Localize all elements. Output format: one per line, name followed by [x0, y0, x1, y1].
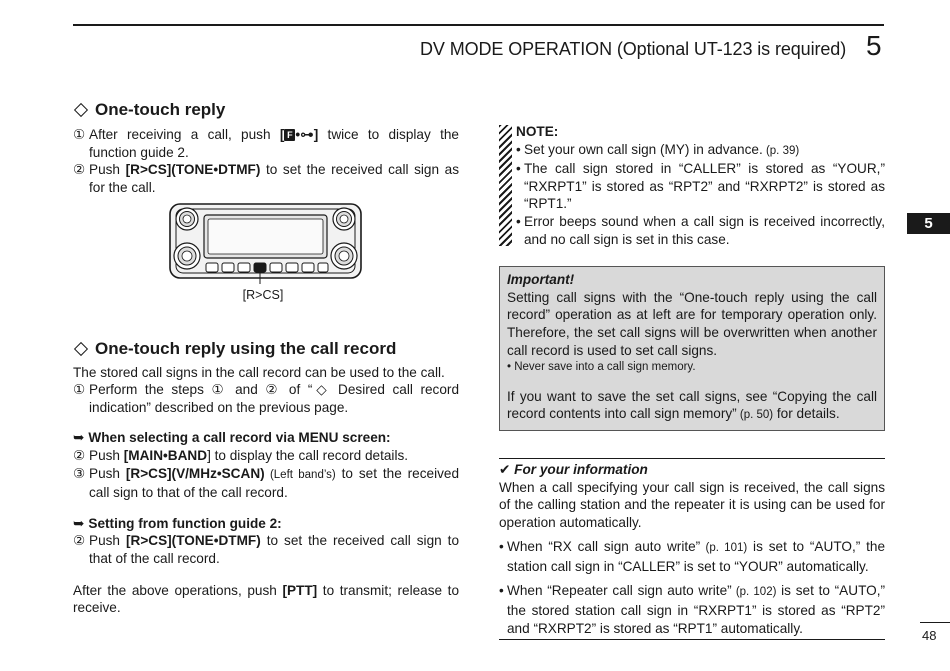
step-number: ②: [73, 533, 86, 549]
page-reference: (p. 39): [762, 144, 800, 157]
function-key: [ F •⊶]: [279, 127, 319, 142]
chapter-number: 5: [866, 30, 882, 61]
important-paragraph: If you want to save the set call signs, see “Copying the call record contents into call sign memory” (p. 50) for details.: [507, 388, 877, 422]
information-title: ✔ For your information: [499, 461, 648, 477]
right-bottom-knob: [331, 243, 357, 269]
diamond-icon: [74, 103, 88, 117]
figure-label: [R>CS]: [242, 287, 284, 302]
step-number: ③: [73, 465, 86, 481]
right-column: [499, 123, 885, 640]
step-number: ①: [73, 127, 86, 142]
step-text: Perform the steps ① and ② of “◇ Desired call record indication” described on the previous page.: [89, 382, 459, 415]
page-reference: (p. 102): [731, 586, 777, 599]
information-paragraph: When a call specifying your call sign is received, the call signs of the calling station and the repeater it is using can be used for operation automatically.: [499, 479, 885, 530]
note-bullet: • Error beeps sound when a call sign is received incorrectly, and no call sign is set in this case.: [516, 213, 885, 247]
note-bullet: • Set your own call sign (MY) in advance. (p. 39): [516, 141, 800, 157]
closing-paragraph: After the above operations, push [PTT] to transmit; release to receive.: [73, 582, 460, 616]
note-box: [499, 123, 885, 248]
radio-panel-illustration: [168, 202, 363, 284]
step-number: ②: [73, 447, 86, 463]
important-small-note: • Never save into a call sign memory.: [507, 361, 696, 374]
arrow-icon: ➥: [73, 430, 85, 446]
section-title: One-touch reply: [95, 100, 226, 119]
key-name: [PTT]: [282, 582, 318, 598]
page-reference: (p. 50): [736, 409, 774, 422]
left-column: [73, 98, 459, 617]
section-one-touch-reply-heading: [73, 98, 459, 122]
key-name: [R>CS](TONE•DTMF): [125, 162, 261, 178]
step-2: ② Push [MAIN•BAND] to display the call record details.: [73, 447, 409, 463]
step-2: ② Push [R>CS](TONE•DTMF) to set the received call sign to that of the call record.: [73, 533, 460, 566]
note-title: NOTE:: [516, 124, 559, 139]
subheading-function-guide: ➥ Setting from function guide 2:: [73, 515, 282, 531]
right-top-knob: [333, 208, 355, 230]
page-reference: (p. 101): [700, 542, 748, 555]
step-text: twice to display the function guide 2.: [89, 127, 459, 160]
left-bottom-knob: [174, 243, 200, 269]
page-number: 48: [922, 628, 937, 643]
header-rule: [73, 24, 884, 26]
chapter-side-tab: 5: [907, 213, 950, 234]
left-top-knob: [176, 208, 198, 230]
information-box: [499, 458, 885, 640]
important-box: [499, 266, 885, 431]
section-title: One-touch reply using the call record: [95, 338, 397, 358]
step-3: ③ Push [R>CS](V/MHz•SCAN) (Left band’s) to set the received call sign to that of the call record.: [73, 465, 460, 501]
page-header-title: DV MODE OPERATION (Optional UT-123 is required): [420, 39, 847, 59]
intro-paragraph: The stored call signs in the call record can be used to the call.: [73, 364, 445, 380]
information-bullet: • When “Repeater call sign auto write” (p. 102) is set to “AUTO,” the stored station call sign in “RXRPT1” is stored as “RPT2” and “RXRPT2” is stored as “RPT1” automatically.: [499, 583, 885, 636]
diamond-icon: [74, 341, 88, 355]
note-hatch-marker: [499, 125, 512, 246]
step-text: After receiving a call, push: [89, 127, 280, 142]
note-bullet: • The call sign stored in “CALLER” is stored as “YOUR,” “RXRPT1” is stored as “RPT2” and “RXRPT2” is stored as “RPT1.”: [516, 161, 885, 212]
information-bullet: • When “RX call sign auto write” (p. 101) is set to “AUTO,” the station call sign in “CALLER” is set to “YOUR” automatically.: [499, 539, 886, 574]
f-key-icon: F: [284, 129, 295, 141]
key-name: [R>CS](V/MHz•SCAN): [125, 465, 265, 481]
step-1: [73, 126, 459, 161]
key-name: [R>CS](TONE•DTMF): [125, 533, 261, 549]
radio-front-panel-figure: [168, 202, 363, 304]
subheading-menu-screen: ➥ When selecting a call record via MENU screen:: [73, 430, 391, 446]
arrow-icon: ➥: [73, 515, 85, 531]
step-number: ①: [73, 382, 86, 398]
small-note: (Left band’s): [264, 468, 336, 481]
step-1: [73, 381, 459, 416]
key-name: [MAIN•BAND: [123, 447, 208, 463]
footer-rule: [920, 622, 950, 623]
important-paragraph: Setting call signs with the “One-touch reply using the call record” operation as at left are for temporary operation only. Therefore, the set call signs will be overwritten when another call record is used to set call signs.: [507, 289, 877, 358]
step-number: ②: [73, 162, 86, 178]
step-2: ② Push [R>CS](TONE•DTMF) to set the received call sign as for the call.: [73, 162, 459, 195]
important-title: Important!: [507, 272, 575, 288]
section-call-record-reply-heading: [73, 337, 459, 361]
